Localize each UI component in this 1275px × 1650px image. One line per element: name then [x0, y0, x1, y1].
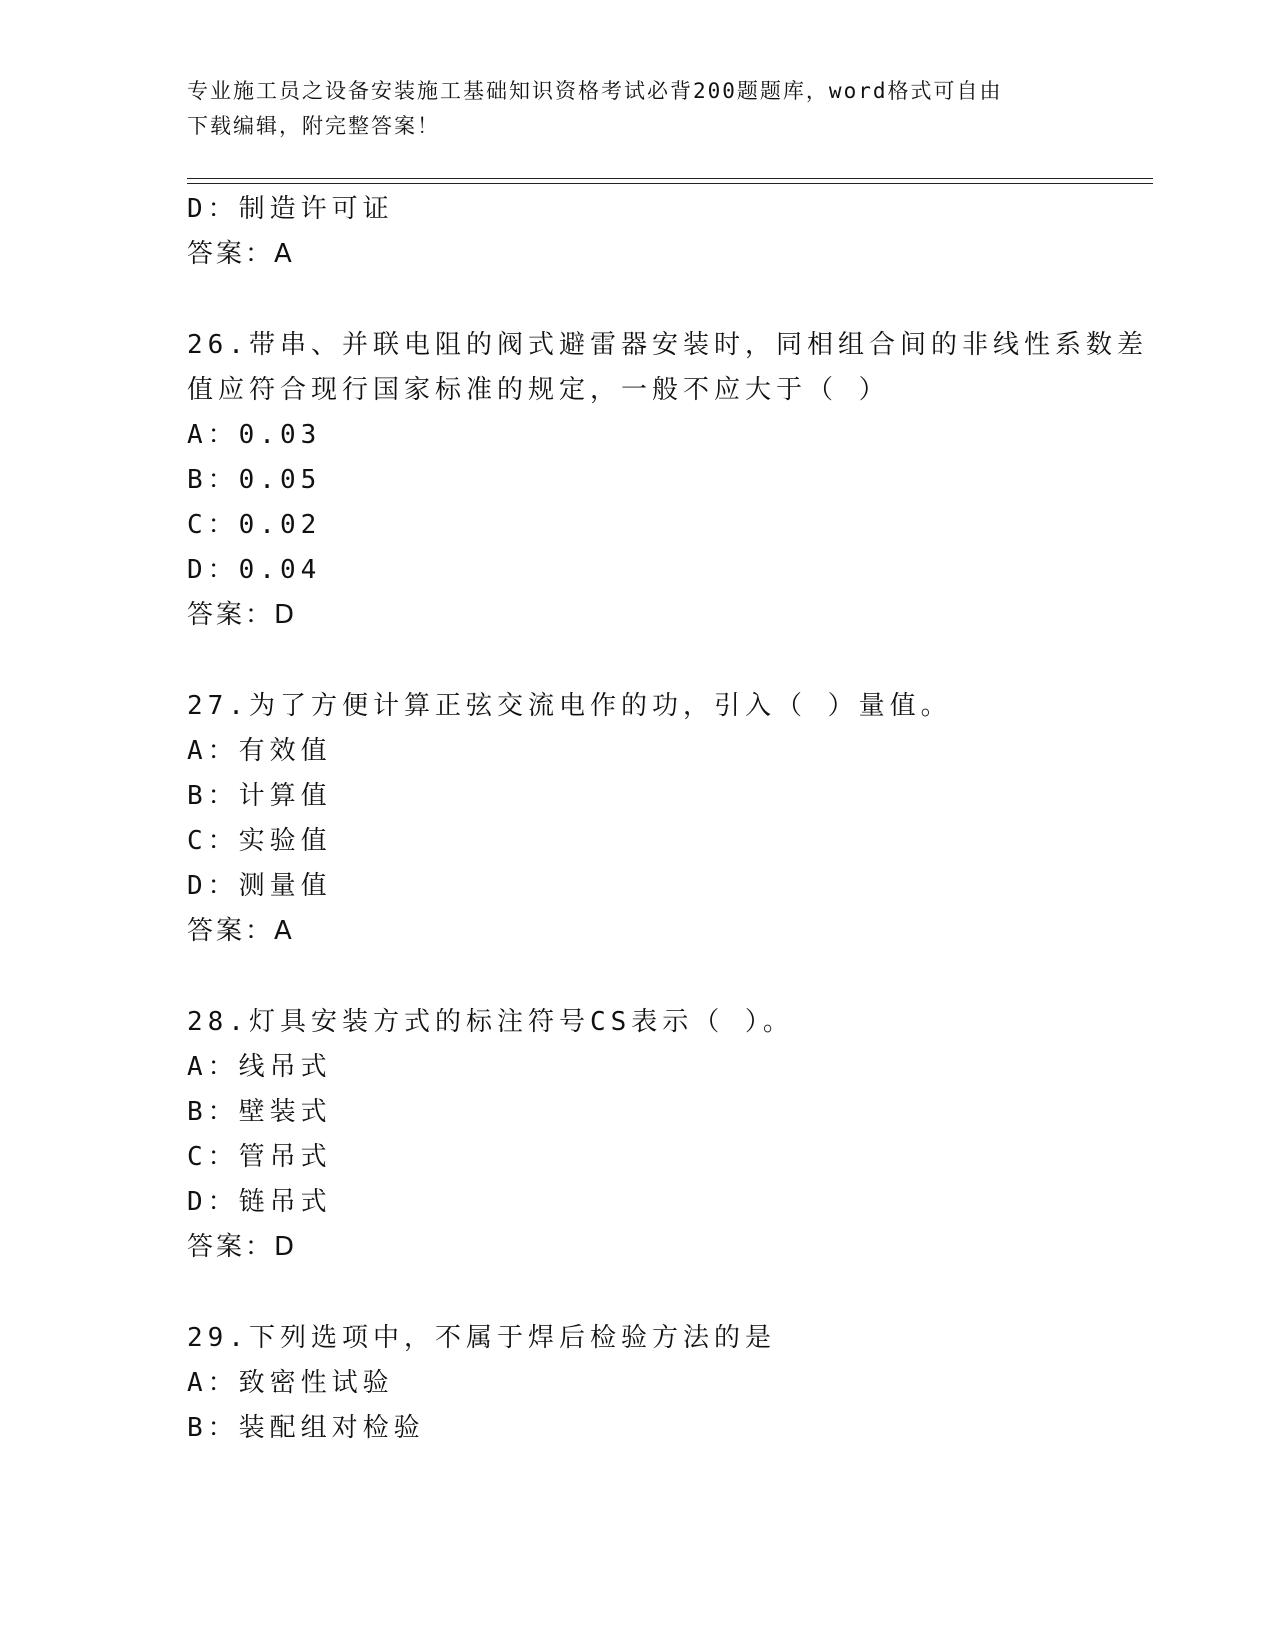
answer-line: 答案：A — [187, 239, 295, 269]
question-28-stem: 28.灯具安装方式的标注符号CS表示（ ）。 — [187, 1007, 794, 1037]
question-29-option-a: A：致密性试验 — [187, 1368, 394, 1398]
question-28-option-c: C：管吊式 — [187, 1142, 332, 1172]
question-26-answer: 答案：D — [187, 600, 298, 630]
question-27-stem: 27.为了方便计算正弦交流电作的功，引入（ ）量值。 — [187, 691, 952, 721]
question-27-option-d: D：测量值 — [187, 871, 332, 901]
header-divider-top — [187, 178, 1153, 179]
question-29-stem: 29.下列选项中，不属于焊后检验方法的是 — [187, 1323, 776, 1353]
question-27-option-a: A：有效值 — [187, 736, 332, 766]
question-26-option-c: C：0.02 — [187, 510, 322, 540]
question-27-option-b: B：计算值 — [187, 781, 332, 811]
question-27-option-c: C：实验值 — [187, 826, 332, 856]
question-26-option-d: D：0.04 — [187, 555, 322, 585]
question-29-option-b: B：装配组对检验 — [187, 1413, 425, 1443]
question-28-option-d: D：链吊式 — [187, 1187, 332, 1217]
question-27-answer: 答案：A — [187, 916, 295, 946]
question-26-stem-line-2: 值应符合现行国家标准的规定，一般不应大于（ ） — [187, 375, 890, 405]
header-line-1: 专业施工员之设备安装施工基础知识资格考试必背200题题库，word格式可自由 — [187, 79, 1003, 103]
header-line-2: 下载编辑，附完整答案！ — [187, 114, 440, 138]
header-divider-bottom — [187, 183, 1153, 184]
document-header — [187, 74, 1087, 144]
question-26-option-a: A：0.03 — [187, 420, 322, 450]
question-26-option-b: B：0.05 — [187, 465, 322, 495]
question-28-answer: 答案：D — [187, 1232, 298, 1262]
question-26-stem-line-1: 26.带串、并联电阻的阀式避雷器安装时，同相组合间的非线性系数差 — [187, 330, 1148, 360]
option-d: D：制造许可证 — [187, 194, 394, 224]
question-28-option-b: B：壁装式 — [187, 1097, 332, 1127]
question-28-option-a: A：线吊式 — [187, 1052, 332, 1082]
